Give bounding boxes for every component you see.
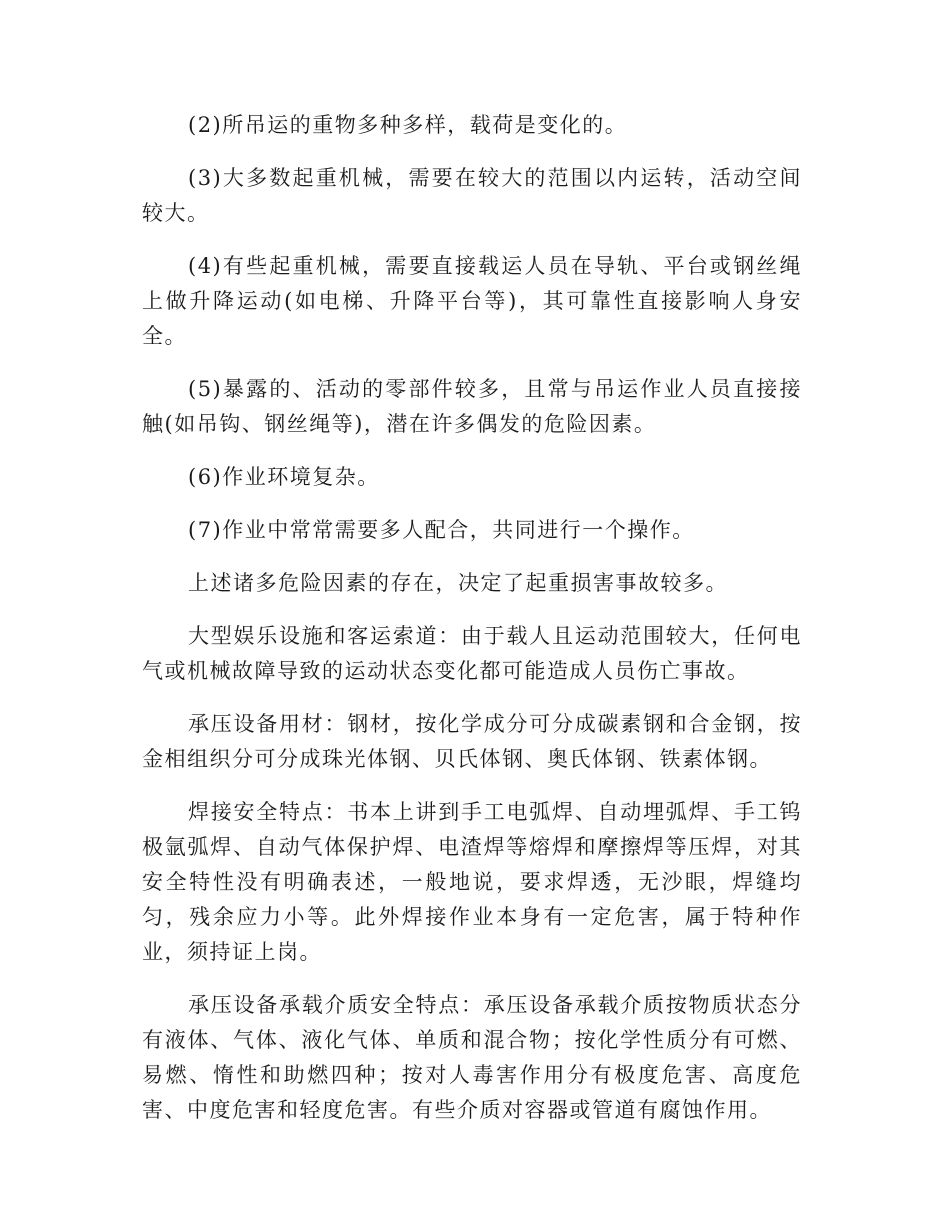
document-body xyxy=(142,108,802,1146)
paragraph-welding-safety: 焊接安全特点：书本上讲到手工电弧焊、自动埋弧焊、手工钨极氩弧焊、自动气体保护焊、电渣焊等熔焊和摩擦焊等压焊，对其安全特性没有明确表述，一般地说，要求焊透，无沙眼，焊缝均匀，残余应力小等。此外焊接作业本身有一定危害，属于特种作业，须持证上岗。 xyxy=(142,800,802,964)
paragraph-4: (4)有些起重机械，需要直接载运人员在导轨、平台或钢丝绳上做升降运动(如电梯、升降平台等)，其可靠性直接影响人身安全。 xyxy=(142,254,802,348)
paragraph-7: (7)作业中常常需要多人配合，共同进行一个操作。 xyxy=(188,518,695,542)
paragraph-3: (3)大多数起重机械，需要在较大的范围以内运转，活动空间较大。 xyxy=(142,166,802,225)
paragraph-5: (5)暴露的、活动的零部件较多，且常与吊运作业人员直接接触(如吊钩、钢丝绳等)，潜在许多偶发的危险因素。 xyxy=(142,377,802,436)
paragraph-6: (6)作业环境复杂。 xyxy=(188,465,380,489)
paragraph-amusement-ropeway: 大型娱乐设施和客运索道：由于载人且运动范围较大，任何电气或机械故障导致的运动状态变化都可能造成人员伤亡事故。 xyxy=(142,624,802,683)
paragraph-pressure-materials: 承压设备用材：钢材，按化学成分可分成碳素钢和合金钢，按金相组织分可分成珠光体钢、贝氏体钢、奥氏体钢、铁素体钢。 xyxy=(142,712,802,771)
paragraph-medium-safety: 承压设备承载介质安全特点：承压设备承载介质按物质状态分有液体、气体、液化气体、单质和混合物；按化学性质分有可燃、易燃、惰性和助燃四种；按对人毒害作用分有极度危害、高度危害、中度危害和轻度危害。有些介质对容器或管道有腐蚀作用。 xyxy=(142,993,802,1122)
paragraph-summary: 上述诸多危险因素的存在，决定了起重损害事故较多。 xyxy=(188,571,728,595)
paragraph-2: (2)所吊运的重物多种多样，载荷是变化的。 xyxy=(188,113,628,137)
